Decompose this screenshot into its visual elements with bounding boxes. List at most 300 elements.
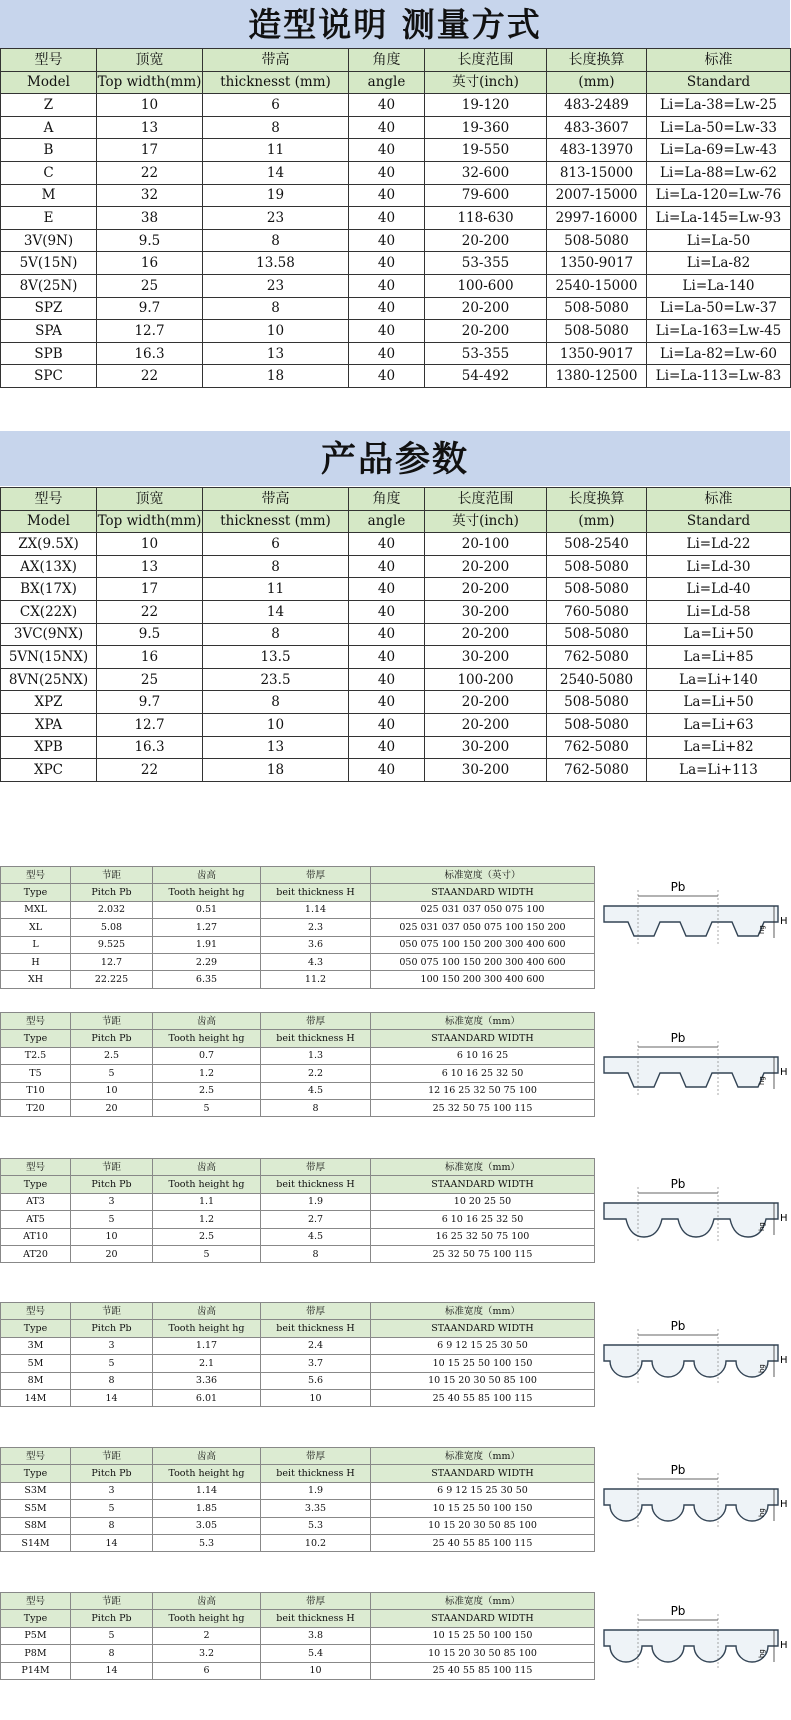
table-cell: beit thickness H	[261, 884, 371, 901]
table-cell: 508-5080	[547, 229, 647, 252]
table-cell: 508-5080	[547, 623, 647, 646]
table-cell: 型号	[1, 1593, 71, 1610]
table-cell: 25	[97, 668, 203, 691]
table-row	[1, 1245, 595, 1262]
table-cell: 20-200	[425, 229, 547, 252]
table-cell: 762-5080	[547, 736, 647, 759]
table-cell: 标准宽度（英寸）	[371, 867, 595, 884]
timing-belt-table	[0, 1447, 595, 1552]
table-cell: 6.01	[153, 1389, 261, 1406]
table-cell: 5.08	[71, 919, 153, 936]
table-cell: 30-200	[425, 759, 547, 782]
table-row	[1, 953, 595, 970]
table-header-cn	[1, 1593, 595, 1610]
product-param-table	[0, 487, 791, 782]
table-cell: 40	[349, 578, 425, 601]
table-cell: 3.05	[153, 1517, 261, 1534]
table-cell: Li=La-50=Lw-33	[647, 116, 791, 139]
table-cell: AT10	[1, 1228, 71, 1245]
belt-profile	[604, 1630, 778, 1662]
table-cell: 11	[203, 578, 349, 601]
belt-profile	[604, 1203, 778, 1237]
table-cell: 3VC(9NX)	[1, 623, 97, 646]
table-cell: 1350-9017	[547, 342, 647, 365]
table-cell: 型号	[1, 1013, 71, 1030]
table-row	[1, 1517, 595, 1534]
table-cell: 40	[349, 555, 425, 578]
table-cell: 5M	[1, 1355, 71, 1372]
table-cell: 1.14	[261, 901, 371, 918]
table-cell: 25	[97, 274, 203, 297]
table-cell: 40	[349, 342, 425, 365]
table-cell: Li=La-82=Lw-60	[647, 342, 791, 365]
table-row	[1, 365, 791, 388]
table-cell: 11.2	[261, 971, 371, 988]
table-cell: 2.5	[153, 1228, 261, 1245]
table-cell: 8	[203, 623, 349, 646]
table-cell: 22	[97, 759, 203, 782]
thickness-label: H	[780, 1213, 788, 1224]
table-cell: 带厚	[261, 1159, 371, 1176]
table-cell: 23	[203, 207, 349, 230]
table-cell: AT5	[1, 1211, 71, 1228]
table-cell: 20	[71, 1245, 153, 1262]
table-row	[1, 1355, 595, 1372]
table-cell: XL	[1, 919, 71, 936]
table-row	[1, 1627, 595, 1644]
table-cell: 1380-12500	[547, 365, 647, 388]
table-cell: 16	[97, 646, 203, 669]
table-cell: 齿高	[153, 1593, 261, 1610]
table-cell: AT20	[1, 1245, 71, 1262]
table-cell: 23.5	[203, 668, 349, 691]
table-cell: L	[1, 936, 71, 953]
table-cell: 8	[203, 691, 349, 714]
table-cell: 5	[153, 1245, 261, 1262]
table-cell: 2.5	[153, 1082, 261, 1099]
table-cell: La=Li+113	[647, 759, 791, 782]
pitch-label: Pb	[670, 1031, 686, 1045]
table-cell: 1.3	[261, 1047, 371, 1064]
table-header-cn	[1, 49, 791, 72]
table-cell: 8V(25N)	[1, 274, 97, 297]
table-cell: 9.7	[97, 691, 203, 714]
table-cell: S14M	[1, 1534, 71, 1551]
table-cell: 带厚	[261, 1448, 371, 1465]
table-cell: 14	[71, 1389, 153, 1406]
table-cell: 16.3	[97, 342, 203, 365]
table-cell: 25 32 50 75 100 115	[371, 1099, 595, 1116]
table-cell: 8	[71, 1645, 153, 1662]
table-cell: SPB	[1, 342, 97, 365]
table-cell: 1.17	[153, 1337, 261, 1354]
table-cell: 13	[97, 555, 203, 578]
table-cell: Pitch Pb	[71, 1176, 153, 1193]
v-belt-spec-table	[0, 48, 791, 388]
table-cell: 17	[97, 139, 203, 162]
timing-belt-table	[0, 1012, 595, 1117]
table-cell: P8M	[1, 1645, 71, 1662]
table-cell: 顶宽	[97, 49, 203, 72]
belt-profile-diagram	[598, 1590, 788, 1690]
table-cell: T20	[1, 1099, 71, 1116]
table-cell: Tooth height hg	[153, 884, 261, 901]
table-cell: 6 9 12 15 25 30 50	[371, 1337, 595, 1354]
table-row	[1, 1482, 595, 1499]
table-cell: A	[1, 116, 97, 139]
table-cell: 6.35	[153, 971, 261, 988]
table-cell: angle	[349, 71, 425, 94]
table-cell: Li=La-145=Lw-93	[647, 207, 791, 230]
table-row	[1, 646, 791, 669]
table-cell: 14	[203, 600, 349, 623]
table-cell: 10 15 25 50 100 150	[371, 1500, 595, 1517]
table-row	[1, 94, 791, 117]
table-cell: 5V(15N)	[1, 252, 97, 275]
table-row	[1, 901, 595, 918]
table-row	[1, 207, 791, 230]
table-cell: 13	[203, 342, 349, 365]
table-cell: MXL	[1, 901, 71, 918]
table-cell: Pitch Pb	[71, 1610, 153, 1627]
pitch-label: Pb	[670, 1319, 686, 1333]
table-cell: 节距	[71, 1013, 153, 1030]
table-cell: 1.9	[261, 1193, 371, 1210]
table-cell: beit thickness H	[261, 1030, 371, 1047]
table-cell: 10 15 20 30 50 85 100	[371, 1645, 595, 1662]
table-cell: thicknesst (mm)	[203, 71, 349, 94]
table-cell: 18	[203, 759, 349, 782]
thickness-label: H	[780, 1640, 788, 1651]
table-cell: 9.525	[71, 936, 153, 953]
table-cell: 508-2540	[547, 533, 647, 556]
table-cell: 20-100	[425, 533, 547, 556]
table-cell: 40	[349, 646, 425, 669]
table-cell: 标准宽度（mm）	[371, 1593, 595, 1610]
table-row	[1, 274, 791, 297]
table-cell: 30-200	[425, 600, 547, 623]
table-cell: 型号	[1, 1303, 71, 1320]
table-row	[1, 116, 791, 139]
table-cell: Type	[1, 1610, 71, 1627]
belt-profile	[604, 1489, 778, 1521]
table-cell: 8M	[1, 1372, 71, 1389]
table-cell: 5	[153, 1099, 261, 1116]
table-cell: 1350-9017	[547, 252, 647, 275]
table-cell: Tooth height hg	[153, 1320, 261, 1337]
table-cell: Li=La-113=Lw-83	[647, 365, 791, 388]
table-cell: ZX(9.5X)	[1, 533, 97, 556]
table-cell: 10 15 20 30 50 85 100	[371, 1517, 595, 1534]
table-cell: H	[1, 953, 71, 970]
table-cell: 508-5080	[547, 320, 647, 343]
table-cell: 1.2	[153, 1211, 261, 1228]
table-cell: La=Li+50	[647, 623, 791, 646]
tooth-height-label: hg	[758, 1364, 766, 1373]
table-cell: 40	[349, 274, 425, 297]
table-cell: 18	[203, 365, 349, 388]
table-cell: 英寸(inch)	[425, 510, 547, 533]
table-cell: 32-600	[425, 161, 547, 184]
table-cell: 1.91	[153, 936, 261, 953]
table-cell: Li=Ld-58	[647, 600, 791, 623]
table-cell: M	[1, 184, 97, 207]
table-cell: Tooth height hg	[153, 1030, 261, 1047]
table-cell: 节距	[71, 1303, 153, 1320]
table-cell: 20-200	[425, 297, 547, 320]
table-cell: 带高	[203, 488, 349, 511]
table-cell: 9.5	[97, 229, 203, 252]
table-header-cn	[1, 1159, 595, 1176]
table-cell: 型号	[1, 1159, 71, 1176]
table-cell: 19-360	[425, 116, 547, 139]
table-row	[1, 252, 791, 275]
table-cell: beit thickness H	[261, 1176, 371, 1193]
table-row	[1, 1372, 595, 1389]
table-row	[1, 1228, 595, 1245]
table-cell: 2	[153, 1627, 261, 1644]
table-cell: C	[1, 161, 97, 184]
table-row	[1, 297, 791, 320]
table-header-en	[1, 1610, 595, 1627]
table-cell: 10 15 25 50 100 150	[371, 1355, 595, 1372]
table-cell: 16.3	[97, 736, 203, 759]
table-cell: 38	[97, 207, 203, 230]
table-cell: 8	[203, 297, 349, 320]
table-cell: Pitch Pb	[71, 884, 153, 901]
table-cell: 标准宽度（mm）	[371, 1013, 595, 1030]
table-cell: 齿高	[153, 1013, 261, 1030]
table-row	[1, 184, 791, 207]
table-cell: 483-2489	[547, 94, 647, 117]
table-header-en	[1, 510, 791, 533]
table-cell: 8VN(25NX)	[1, 668, 97, 691]
table-cell: 2.4	[261, 1337, 371, 1354]
table-cell: 10	[261, 1662, 371, 1679]
table-cell: 40	[349, 668, 425, 691]
table-cell: 025 031 037 050 075 100	[371, 901, 595, 918]
table-cell: 8	[203, 229, 349, 252]
pitch-label: Pb	[670, 1177, 686, 1191]
table-cell: Li=La-140	[647, 274, 791, 297]
table-cell: 10	[97, 533, 203, 556]
table-cell: 5	[71, 1065, 153, 1082]
table-cell: 长度范围	[425, 488, 547, 511]
table-cell: 53-355	[425, 342, 547, 365]
table-cell: Model	[1, 510, 97, 533]
table-cell: Type	[1, 1465, 71, 1482]
table-cell: Li=La-120=Lw-76	[647, 184, 791, 207]
table-cell: 顶宽	[97, 488, 203, 511]
table-cell: SPZ	[1, 297, 97, 320]
table-cell: 带厚	[261, 1013, 371, 1030]
table-cell: 2540-15000	[547, 274, 647, 297]
table-cell: 483-13970	[547, 139, 647, 162]
table-cell: 40	[349, 229, 425, 252]
table-cell: STAANDARD WIDTH	[371, 1465, 595, 1482]
table-row	[1, 623, 791, 646]
table-cell: 19-120	[425, 94, 547, 117]
table-cell: Li=La-88=Lw-62	[647, 161, 791, 184]
table-cell: 6	[203, 94, 349, 117]
table-cell: 3M	[1, 1337, 71, 1354]
table-header-en	[1, 1030, 595, 1047]
thickness-label: H	[780, 1499, 788, 1510]
table-cell: 3	[71, 1337, 153, 1354]
table-cell: Li=La-69=Lw-43	[647, 139, 791, 162]
table-cell: 13	[97, 116, 203, 139]
table-row	[1, 1389, 595, 1406]
table-cell: 5.3	[153, 1534, 261, 1551]
table-cell: 40	[349, 713, 425, 736]
table-row	[1, 1065, 595, 1082]
table-cell: Li=Ld-40	[647, 578, 791, 601]
table-cell: T5	[1, 1065, 71, 1082]
table-cell: 508-5080	[547, 691, 647, 714]
table-cell: 节距	[71, 1593, 153, 1610]
table-cell: Li=La-163=Lw-45	[647, 320, 791, 343]
table-cell: 齿高	[153, 1448, 261, 1465]
table-cell: SPA	[1, 320, 97, 343]
table-cell: 3.36	[153, 1372, 261, 1389]
table-cell: 40	[349, 623, 425, 646]
table-cell: 2.2	[261, 1065, 371, 1082]
section1-title-banner	[0, 0, 790, 48]
table-row	[1, 936, 595, 953]
table-cell: 型号	[1, 49, 97, 72]
table-cell: 100 150 200 300 400 600	[371, 971, 595, 988]
table-row	[1, 1082, 595, 1099]
table-cell: 6	[203, 533, 349, 556]
table-cell: 14M	[1, 1389, 71, 1406]
table-cell: 5	[71, 1211, 153, 1228]
table-cell: STAANDARD WIDTH	[371, 884, 595, 901]
table-cell: 型号	[1, 488, 97, 511]
table-cell: BX(17X)	[1, 578, 97, 601]
table-cell: 型号	[1, 1448, 71, 1465]
table-cell: 13.58	[203, 252, 349, 275]
table-cell: 10	[203, 713, 349, 736]
table-cell: Tooth height hg	[153, 1176, 261, 1193]
table-row	[1, 1211, 595, 1228]
table-cell: 1.9	[261, 1482, 371, 1499]
table-cell: 10.2	[261, 1534, 371, 1551]
table-cell: 0.7	[153, 1047, 261, 1064]
table-cell: Type	[1, 1176, 71, 1193]
table-cell: 1.1	[153, 1193, 261, 1210]
table-cell: S5M	[1, 1500, 71, 1517]
table-cell: 长度范围	[425, 49, 547, 72]
table-cell: 508-5080	[547, 713, 647, 736]
table-cell: STAANDARD WIDTH	[371, 1320, 595, 1337]
table-cell: 10	[261, 1389, 371, 1406]
table-cell: 4.5	[261, 1228, 371, 1245]
table-cell: 型号	[1, 867, 71, 884]
table-row	[1, 736, 791, 759]
table-cell: 12.7	[71, 953, 153, 970]
table-cell: STAANDARD WIDTH	[371, 1610, 595, 1627]
table-cell: Li=Ld-30	[647, 555, 791, 578]
tooth-height-label: hg	[758, 925, 766, 934]
table-row	[1, 759, 791, 782]
section1-title: 造型说明 测量方式	[248, 5, 542, 44]
thickness-label: H	[780, 1067, 788, 1078]
table-cell: 2997-16000	[547, 207, 647, 230]
table-cell: 813-15000	[547, 161, 647, 184]
table-cell: Li=Ld-22	[647, 533, 791, 556]
table-cell: 25 40 55 85 100 115	[371, 1662, 595, 1679]
table-cell: 长度换算	[547, 488, 647, 511]
table-cell: 标准宽度（mm）	[371, 1159, 595, 1176]
table-cell: 带厚	[261, 1593, 371, 1610]
table-cell: 3V(9N)	[1, 229, 97, 252]
table-cell: 齿高	[153, 1159, 261, 1176]
belt-profile	[604, 906, 778, 936]
table-row	[1, 1500, 595, 1517]
table-cell: 30-200	[425, 646, 547, 669]
table-cell: E	[1, 207, 97, 230]
belt-profile-diagram	[598, 866, 788, 966]
section2-title-banner	[0, 431, 790, 486]
belt-profile-diagram	[598, 1305, 788, 1405]
table-cell: 10 20 25 50	[371, 1193, 595, 1210]
table-cell: 22	[97, 365, 203, 388]
table-cell: 13	[203, 736, 349, 759]
table-cell: 25 40 55 85 100 115	[371, 1389, 595, 1406]
table-cell: 40	[349, 161, 425, 184]
table-cell: 角度	[349, 49, 425, 72]
table-cell: 3	[71, 1482, 153, 1499]
tooth-height-label: hg	[758, 1649, 766, 1658]
table-cell: La=Li+82	[647, 736, 791, 759]
table-cell: Li=La-82	[647, 252, 791, 275]
table-row	[1, 1337, 595, 1354]
table-cell: 9.7	[97, 297, 203, 320]
table-cell: Li=La-50=Lw-37	[647, 297, 791, 320]
table-cell: 20-200	[425, 320, 547, 343]
table-row	[1, 1645, 595, 1662]
table-row	[1, 971, 595, 988]
timing-belt-table	[0, 1158, 595, 1263]
table-cell: 标准宽度（mm）	[371, 1448, 595, 1465]
belt-profile	[604, 1345, 778, 1377]
table-cell: 8	[203, 555, 349, 578]
table-cell: 20-200	[425, 555, 547, 578]
table-cell: 40	[349, 252, 425, 275]
tooth-height-label: hg	[758, 1508, 766, 1517]
table-cell: 6 10 16 25	[371, 1047, 595, 1064]
table-cell: 79-600	[425, 184, 547, 207]
table-header-en	[1, 1176, 595, 1193]
table-row	[1, 919, 595, 936]
table-cell: 40	[349, 94, 425, 117]
table-cell: 40	[349, 297, 425, 320]
table-header-en	[1, 1465, 595, 1482]
table-cell: 12.7	[97, 713, 203, 736]
table-cell: 12 16 25 32 50 75 100	[371, 1082, 595, 1099]
table-cell: Standard	[647, 510, 791, 533]
table-row	[1, 533, 791, 556]
table-cell: T2.5	[1, 1047, 71, 1064]
table-cell: 2.1	[153, 1355, 261, 1372]
table-cell: XPA	[1, 713, 97, 736]
table-row	[1, 600, 791, 623]
table-row	[1, 229, 791, 252]
table-cell: 节距	[71, 1448, 153, 1465]
table-header-cn	[1, 1303, 595, 1320]
table-cell: 1.2	[153, 1065, 261, 1082]
table-cell: 25 32 50 75 100 115	[371, 1245, 595, 1262]
